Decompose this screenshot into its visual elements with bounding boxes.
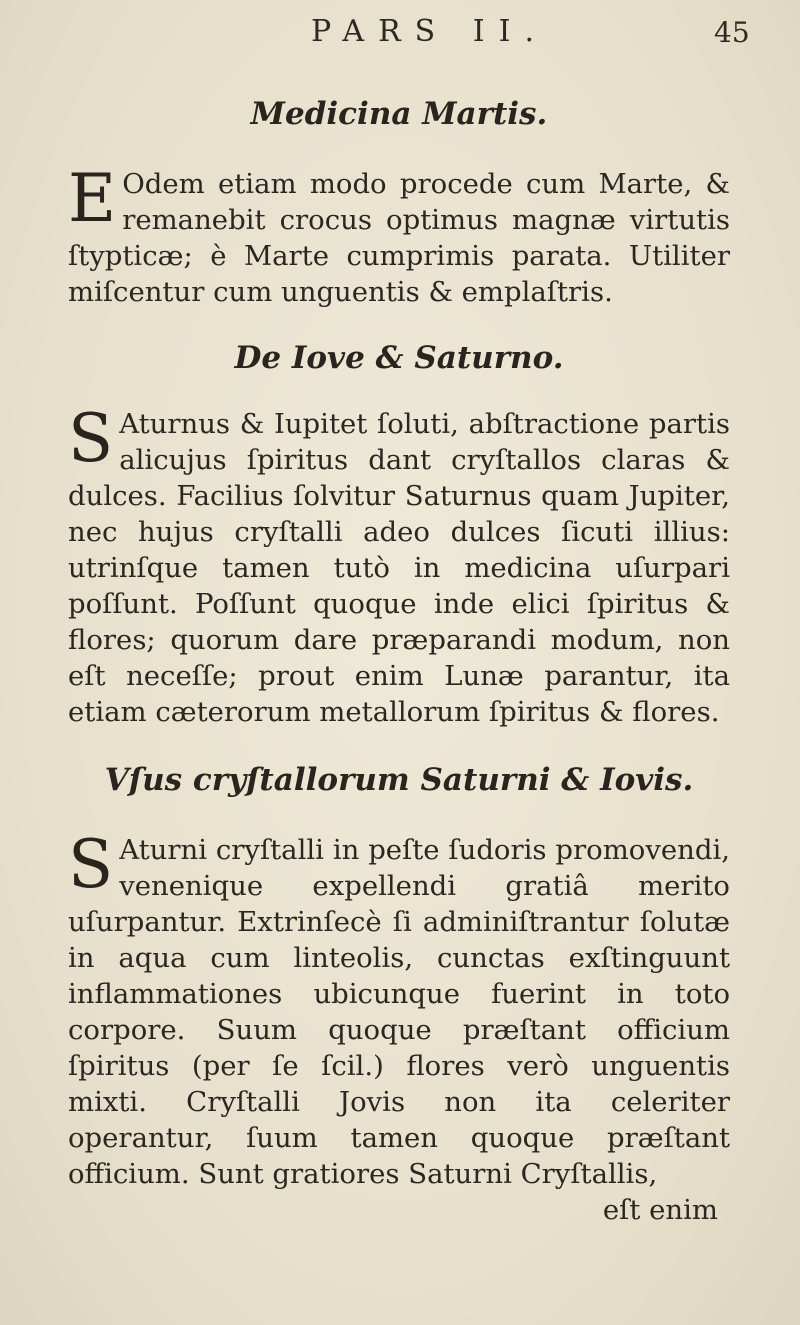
- paragraph-text: Odem etiam modo procede cum Marte, & remanebit crocus optimus magnæ virtutis ſtypticæ; è Marte cumprimis parata. Utiliter miſcentur cum unguentis & emplaſtris.: [68, 168, 730, 308]
- section-title-medicina-martis: Medicina Martis.: [250, 96, 548, 132]
- drop-cap: E: [68, 160, 117, 237]
- drop-cap: S: [68, 826, 114, 903]
- running-head-title: PARS II.: [311, 14, 549, 49]
- paragraph-text: Aturnus & Iupitet ſoluti, abſtractione partis alicujus ſpiritus dant cryſtallos claras & dulces. Facilius ſolvitur Saturnus quam Jupiter, nec hujus cryſtalli adeo dulces ſicuti illius: utrinſque tamen tutò in medicina uſurpari poſſunt. Poſſunt quoque inde elici ſpiritus & flores; quorum dare præparandi modum, non eſt neceſſe; prout enim Lunæ parantur, ita etiam cæterorum metallorum ſpiritus & flores.: [68, 408, 730, 728]
- page-number: 45: [714, 16, 750, 49]
- paragraph-de-iove-saturno: [68, 400, 730, 730]
- catchword: eſt enim: [602, 1194, 718, 1226]
- section-title-de-iove-saturno: De Iove & Saturno.: [234, 340, 564, 376]
- paragraph-usus-crystallorum: [68, 826, 730, 1192]
- section-title-usus-crystallorum: Vſus cryſtallorum Saturni & Iovis.: [104, 762, 694, 798]
- paragraph-text: Aturni cryſtalli in peſte ſudoris promovendi, venenique expellendi gratiâ merito uſurpantur. Extrinſecè ſi adminiſtrantur ſolutæ in aqua cum linteolis, cunctas exſtinguunt inflammationes ubicunque fuerint in toto corpore. Suum quoque præſtant officium ſpiritus (per ſe ſcil.) flores verò unguentis mixti. Cryſtalli Jovis non ita celeriter operantur, ſuum tamen quoque præſtant officium. Sunt gratiores Saturni Cryſtallis,: [68, 834, 730, 1190]
- drop-cap: S: [68, 400, 114, 477]
- paragraph-medicina-martis: [68, 160, 730, 310]
- running-head: [68, 0, 750, 70]
